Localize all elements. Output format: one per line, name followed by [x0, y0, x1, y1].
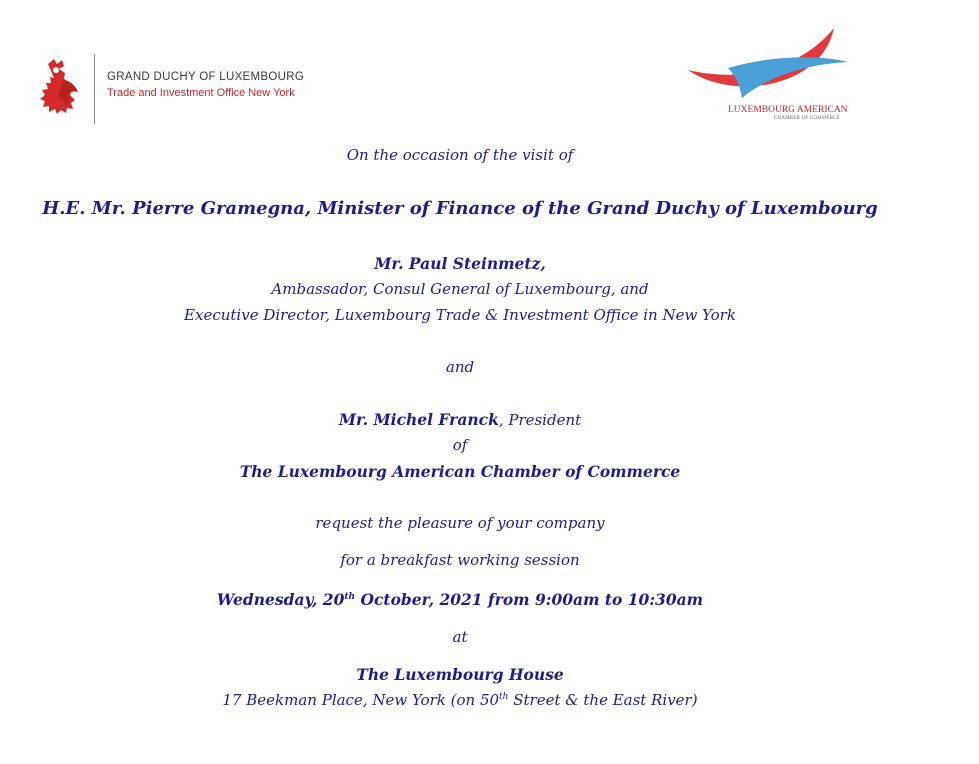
chamber-logo — [688, 26, 858, 126]
date-day: Wednesday, 20 — [216, 590, 345, 609]
gov-logo — [34, 54, 334, 126]
lion-icon — [34, 58, 86, 118]
of-line: of — [452, 436, 468, 454]
venue-line: The Luxembourg House — [356, 665, 564, 684]
host2-role: , President — [498, 411, 582, 429]
date-rest: October, 2021 from 9:00am to 10:30am — [355, 590, 704, 609]
date-ordinal: th — [344, 592, 356, 602]
address-part-1: 17 Beekman Place, New York (on 50 — [222, 691, 500, 709]
and-line: and — [445, 358, 475, 376]
chamber-name: LUXEMBOURG AMERICAN — [728, 105, 848, 115]
request-line: request the pleasure of your company — [315, 514, 605, 532]
address-line — [0, 691, 920, 709]
guest-line: H.E. Mr. Pierre Gramegna, Minister of Finance of the Grand Duchy of Luxembourg — [42, 198, 878, 219]
address-part-2: Street & the East River) — [508, 691, 698, 709]
host1-name: Mr. Paul Steinmetz, — [374, 254, 546, 273]
host2-line — [0, 410, 920, 429]
at-line: at — [452, 628, 468, 646]
purpose-line: for a breakfast working session — [340, 551, 580, 569]
address-ordinal: th — [499, 692, 509, 702]
organization-line: The Luxembourg American Chamber of Commerce — [239, 462, 681, 481]
host1-role-1: Ambassador, Consul General of Luxembourg, and — [271, 280, 649, 298]
chamber-subtitle: CHAMBER OF COMMERCE — [774, 116, 841, 121]
host1-role-2: Executive Director, Luxembourg Trade & Investment Office in New York — [184, 306, 736, 324]
occasion-line: On the occasion of the visit of — [346, 146, 574, 164]
gov-subtitle: Trade and Investment Office New York — [107, 87, 295, 99]
chamber-swoosh-icon — [688, 26, 848, 101]
host2-name: Mr. Michel Franck — [338, 410, 499, 429]
date-line — [0, 590, 920, 609]
gov-title: GRAND DUCHY OF LUXEMBOURG — [107, 71, 305, 83]
header-divider — [94, 54, 95, 124]
